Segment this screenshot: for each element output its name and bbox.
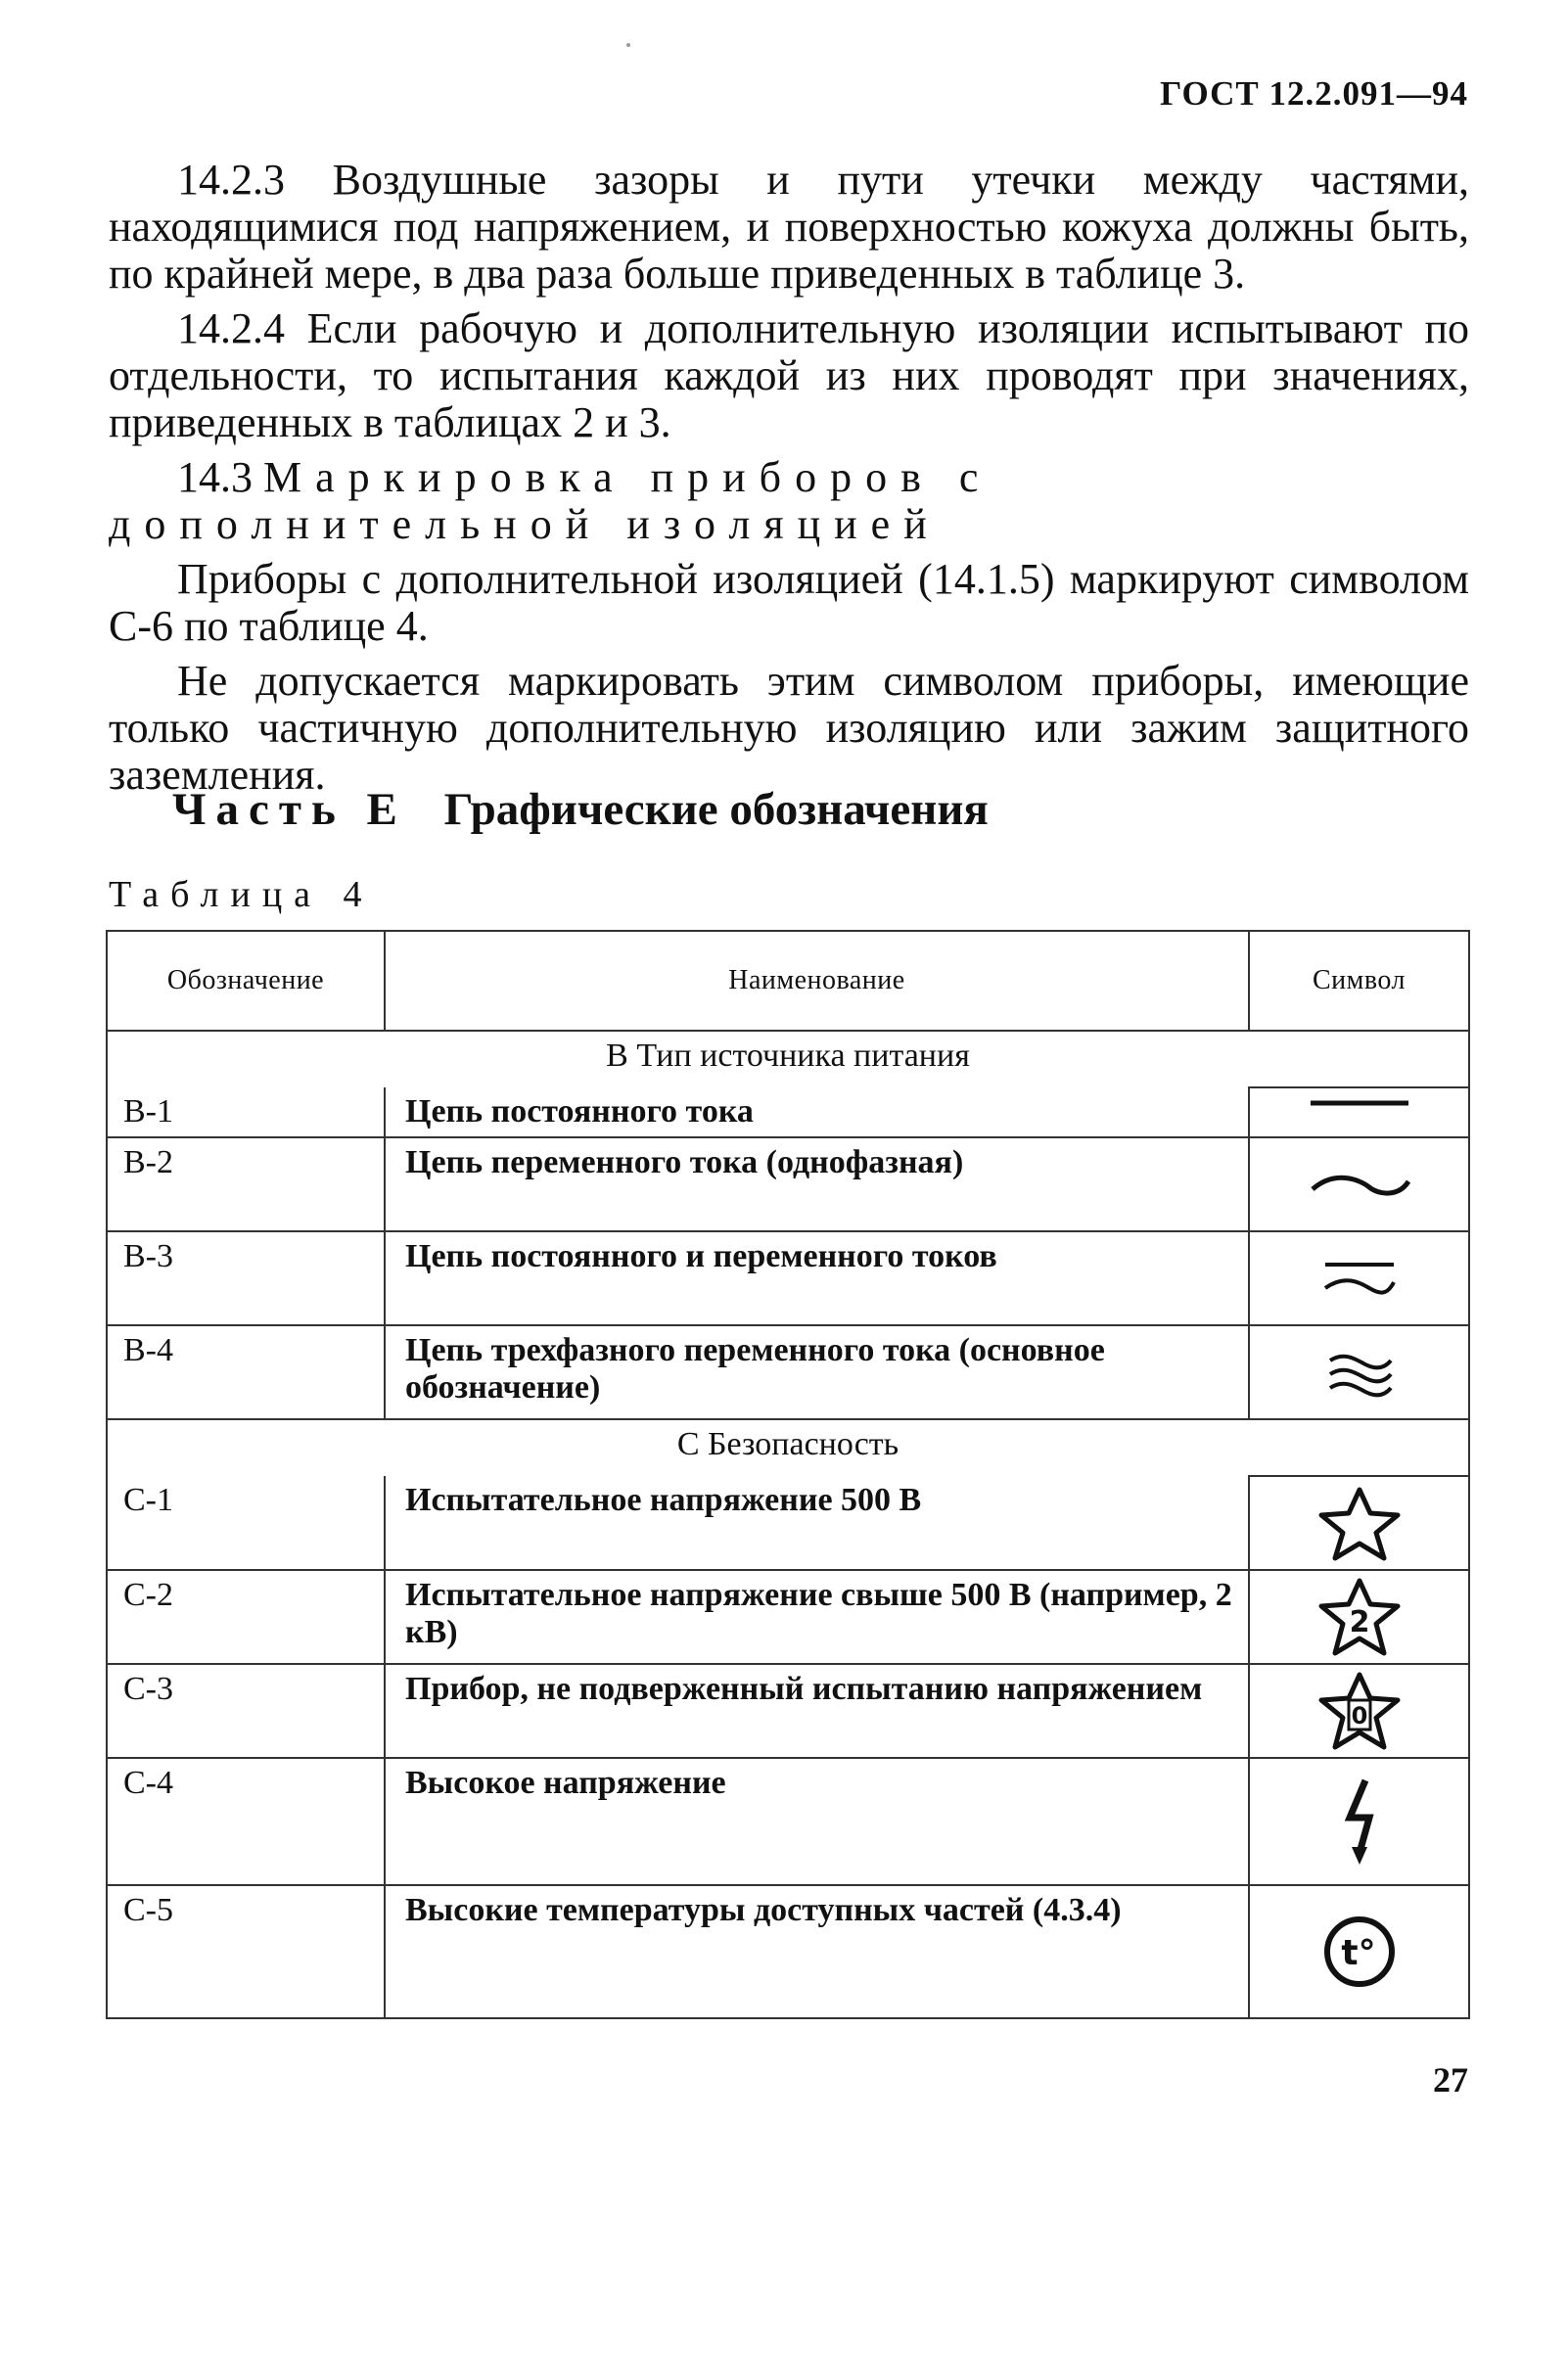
table-row — [107, 1570, 1469, 1664]
group-title-b: В Тип источника питания — [107, 1031, 1469, 1087]
row-name: Испытательное напряжение 500 В — [385, 1476, 1249, 1570]
table-group-row — [107, 1031, 1469, 1087]
row-symbol — [1249, 1570, 1469, 1664]
body-text — [109, 157, 1469, 807]
row-code: С-4 — [107, 1758, 385, 1885]
row-symbol — [1249, 1231, 1469, 1325]
table-row — [107, 1231, 1469, 1325]
document-code-header: ГОСТ 12.2.091—94 — [1160, 74, 1468, 113]
table-row — [107, 1664, 1469, 1758]
header-code: Обозначение — [107, 931, 385, 1031]
table-caption: Таблица 4 — [109, 874, 374, 915]
section-title — [172, 783, 989, 836]
table-row — [107, 1087, 1469, 1137]
row-code: В-2 — [107, 1137, 385, 1231]
temperature-label: t° — [1340, 1933, 1376, 1973]
symbols-table-wrap — [106, 930, 1468, 2019]
row-name: Цепь трехфазного переменного тока (основное обозначение) — [385, 1325, 1249, 1419]
star-2-icon — [1315, 1575, 1404, 1659]
subsection-title-spaced: Маркировка приборов с дополнительной изоляцией — [109, 453, 992, 548]
subsection-number: 14.3 — [177, 453, 253, 501]
row-code: В-3 — [107, 1231, 385, 1325]
row-name: Цепь постоянного тока — [385, 1087, 1249, 1137]
row-symbol — [1249, 1885, 1469, 2018]
row-name: Высокие температуры доступных частей (4.3.4) — [385, 1885, 1249, 2018]
table-row — [107, 1885, 1469, 2018]
row-symbol — [1249, 1087, 1469, 1137]
row-symbol — [1249, 1664, 1469, 1758]
row-name: Высокое напряжение — [385, 1758, 1249, 1885]
section-part-label: Часть Е — [172, 784, 407, 835]
lightning-arrow-icon — [1330, 1773, 1389, 1870]
star-0-digit: 0 — [1351, 1702, 1367, 1730]
group-title-c: С Безопасность — [107, 1419, 1469, 1476]
paragraph-restriction: Не допускается маркировать этим символом приборы, имеющие только частичную дополнительную изоляцию или зажим защитного заземления. — [109, 657, 1469, 799]
header-name: Наименование — [385, 931, 1249, 1031]
row-symbol — [1249, 1137, 1469, 1231]
row-code: В-4 — [107, 1325, 385, 1419]
table-row — [107, 1137, 1469, 1231]
ac-wave-icon — [1301, 1160, 1418, 1209]
symbols-table — [106, 930, 1470, 2019]
star-0-icon — [1315, 1669, 1404, 1753]
row-symbol — [1249, 1325, 1469, 1419]
paragraph-marking: Приборы с дополнительной изоляцией (14.1.5) маркируют символом С-6 по таблице 4. — [109, 555, 1469, 650]
row-code: С-2 — [107, 1570, 385, 1664]
dc-line-icon — [1301, 1093, 1418, 1132]
temperature-circle-icon — [1315, 1908, 1404, 1996]
star-2-digit: 2 — [1349, 1605, 1369, 1639]
row-symbol — [1249, 1476, 1469, 1570]
table-row — [107, 1325, 1469, 1419]
table-row — [107, 1758, 1469, 1885]
row-name: Цепь переменного тока (однофазная) — [385, 1137, 1249, 1231]
table-group-row — [107, 1419, 1469, 1476]
section-title-text: Графические обозначения — [443, 784, 989, 835]
row-code: С-3 — [107, 1664, 385, 1758]
row-code: В-1 — [107, 1087, 385, 1137]
dc-ac-icon — [1301, 1249, 1418, 1308]
header-symbol: Символ — [1249, 931, 1469, 1031]
subsection-14-3-heading — [109, 454, 1469, 548]
row-symbol — [1249, 1758, 1469, 1885]
scan-speck — [626, 43, 630, 47]
table-header-row — [107, 931, 1469, 1031]
paragraph-14-2-4: 14.2.4 Если рабочую и дополнительную изоляции испытывают по отдельности, то испытания каждой из них проводят при значениях, приведенных в таблицах 2 и 3. — [109, 304, 1469, 446]
three-phase-icon — [1301, 1343, 1418, 1402]
star-icon — [1315, 1484, 1404, 1562]
row-code: С-5 — [107, 1885, 385, 2018]
page-number: 27 — [1433, 2060, 1468, 2099]
table-row — [107, 1476, 1469, 1570]
row-code: С-1 — [107, 1476, 385, 1570]
row-name: Цепь постоянного и переменного токов — [385, 1231, 1249, 1325]
paragraph-14-2-3: 14.2.3 Воздушные зазоры и пути утечки между частями, находящимися под напряжением, и поверхностью кожуха должны быть, по крайней мере, в два раза больше приведенных в таблице 3. — [109, 156, 1469, 298]
row-name: Испытательное напряжение свыше 500 В (например, 2 кВ) — [385, 1570, 1249, 1664]
row-name: Прибор, не подверженный испытанию напряжением — [385, 1664, 1249, 1758]
